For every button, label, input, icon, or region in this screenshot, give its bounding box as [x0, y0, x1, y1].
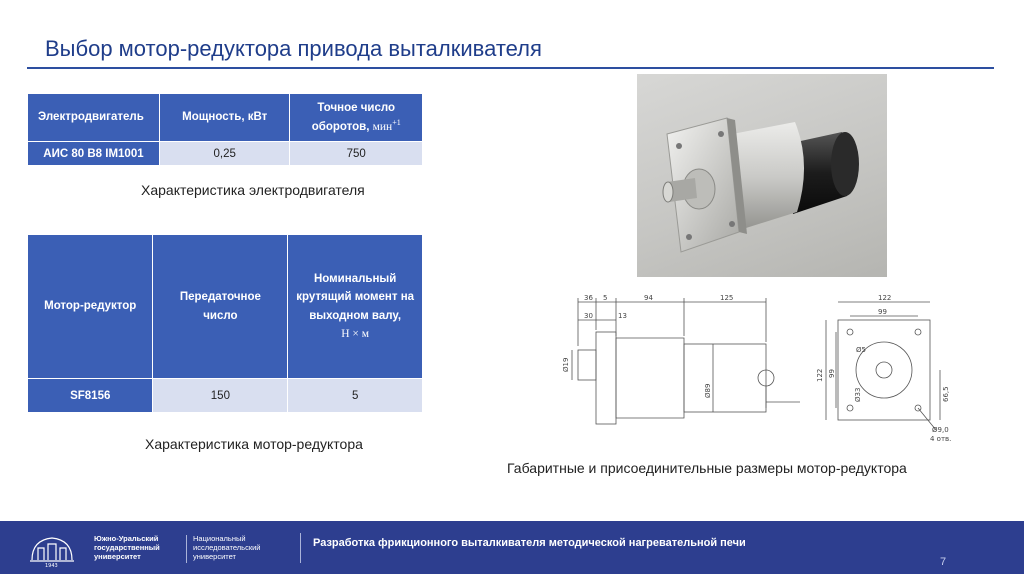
motor-table-caption: Характеристика электродвигателя — [141, 182, 365, 198]
dim-end-122: 122 — [878, 294, 892, 302]
university-status — [193, 534, 261, 561]
dim-36: 36 — [584, 294, 593, 302]
motor-speed-cell: 750 — [290, 142, 423, 166]
header-speed-label: Точное число оборотов, — [311, 101, 396, 133]
dim-13: 13 — [618, 312, 627, 320]
dim-94: 94 — [644, 294, 653, 302]
title-underline — [27, 67, 994, 69]
university-name-line: университет — [94, 552, 141, 561]
logo-year: 1943 — [45, 563, 58, 568]
dim-holes-count: 4 отв. — [930, 435, 952, 443]
university-status-line: Национальный — [193, 534, 246, 543]
header-motor: Электродвигатель — [28, 94, 160, 142]
speed-unit-exponent: +1 — [392, 118, 401, 128]
gearbox-model-cell: SF8156 — [28, 379, 153, 413]
header-power: Мощность, кВт — [159, 94, 290, 142]
slide-title: Выбор мотор-редуктора привода выталкивателя — [45, 36, 542, 61]
header-gearbox: Мотор-редуктор — [28, 235, 153, 379]
dim-body-dia: Ø89 — [704, 383, 712, 398]
gear-motor-illustration — [637, 74, 887, 277]
header-speed — [290, 94, 423, 142]
dim-5: 5 — [603, 294, 608, 302]
university-name — [94, 534, 160, 561]
footer-divider — [186, 535, 187, 563]
gearbox-spec-table — [27, 234, 423, 413]
table-header-row — [28, 235, 423, 379]
table-row — [28, 379, 423, 413]
dim-side-122: 122 — [816, 368, 824, 382]
dim-shaft-dia: Ø19 — [562, 357, 570, 372]
footer-divider — [300, 533, 301, 563]
dim-holes: Ø9,0 — [932, 426, 949, 434]
speed-unit: мин — [372, 120, 393, 133]
university-status-line: университет — [193, 552, 236, 561]
gear-motor-photo — [637, 74, 887, 277]
motor-spec-table — [27, 93, 423, 166]
university-name-line: государственный — [94, 543, 160, 552]
torque-unit: Н × м — [341, 327, 370, 340]
dimension-drawing — [548, 290, 972, 450]
header-torque — [288, 235, 423, 379]
dim-side-66-5: 66,5 — [942, 386, 950, 402]
shaft-outline — [578, 350, 596, 380]
motor-model-cell: АИС 80 B8 IM1001 — [28, 142, 160, 166]
header-torque-label: Номинальный крутящий момент на выходном валу, — [296, 272, 415, 322]
drawing-caption: Габаритные и присоединительные размеры мотор-редуктора — [507, 460, 907, 476]
dim-30: 30 — [584, 312, 593, 320]
motor-power-cell: 0,25 — [159, 142, 290, 166]
gearbox-ratio-cell: 150 — [153, 379, 288, 413]
university-name-line: Южно-Уральский — [94, 534, 159, 543]
page-number: 7 — [940, 556, 947, 568]
dim-side-99: 99 — [828, 369, 836, 378]
gearbox-torque-cell: 5 — [288, 379, 423, 413]
header-ratio: Передаточное число — [153, 235, 288, 379]
dim-125: 125 — [720, 294, 734, 302]
university-logo — [28, 534, 76, 568]
footer-project-title: Разработка фрикционного выталкивателя методической нагревательной печи — [313, 537, 746, 549]
university-status-line: исследовательский — [193, 543, 261, 552]
dim-end-99: 99 — [878, 308, 887, 316]
gearbox-table-caption: Характеристика мотор-редуктора — [145, 436, 363, 452]
table-header-row — [28, 94, 423, 142]
dim-pcd: Ø33 — [854, 387, 862, 402]
dim-bore: Ø5 — [856, 346, 866, 354]
table-row — [28, 142, 423, 166]
